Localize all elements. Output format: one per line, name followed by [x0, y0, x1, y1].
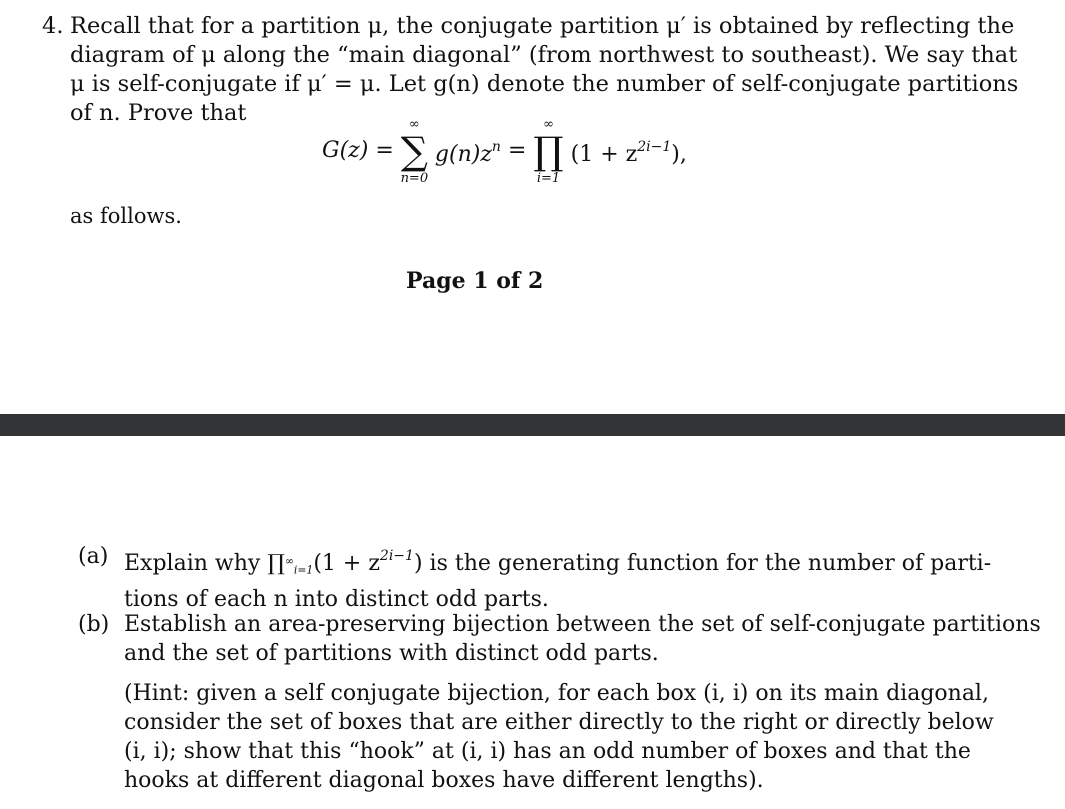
part-a-line-2: tions of each n into distinct odd parts. [124, 586, 549, 612]
problem-statement [42, 12, 1019, 128]
part-a-line-1: Explain why $\prod^\infty_{i=1}(1 + z^{2i-1})$ is the generating function for the number of parti- [124, 548, 992, 577]
summation-symbol: ∞ ∑ n=0 [400, 117, 429, 186]
hint-paragraph [124, 679, 994, 795]
product-symbol: ∞ ∏ i=1 [533, 117, 564, 186]
part-b-line-2: and the set of partitions with distinct odd parts. [124, 641, 659, 666]
part-b [78, 610, 1041, 668]
as-follows-text: as follows. [70, 204, 182, 228]
hint-line-4: hooks at different diagonal boxes have different lengths). [124, 768, 764, 793]
product-term: $(1 + z^{2i-1})$, [570, 139, 687, 167]
hint-line-1: (Hint: given a self conjugate bijection, for each box (i, i) on its main diagonal, [124, 681, 989, 706]
part-b-label: (b) [78, 612, 110, 637]
hint-line-3: (i, i); show that this “hook” at (i, i) has an odd number of boxes and that the [124, 739, 971, 764]
problem-line-1: 4. Recall that for a partition μ, the conjugate partition μ′ is obtained by reflecting the [42, 13, 1015, 39]
part-a-label: (a) [78, 544, 109, 569]
part-b-line-1: Establish an area-preserving bijection between the set of self-conjugate partitions [124, 612, 1041, 637]
problem-number: 4. [42, 13, 64, 39]
hint-line-2: consider the set of boxes that are either directly to the right or directly below [124, 710, 994, 735]
generating-function-equation [322, 117, 687, 198]
part-a [78, 542, 992, 614]
problem-line-2: diagram of μ along the “main diagonal” (from northwest to southeast). We say that [70, 42, 1018, 68]
sum-term: $g(n)z^n$ [434, 139, 501, 167]
page-divider [0, 414, 1065, 436]
problem-line-4: of n. Prove that [70, 100, 247, 126]
equals-sign: = [507, 138, 527, 163]
problem-line-3: μ is self-conjugate if μ′ = μ. Let g(n) denote the number of self-conjugate partitions [70, 71, 1019, 97]
equation-lhs: G(z) = [322, 138, 394, 163]
page-indicator: Page 1 of 2 [406, 268, 544, 294]
